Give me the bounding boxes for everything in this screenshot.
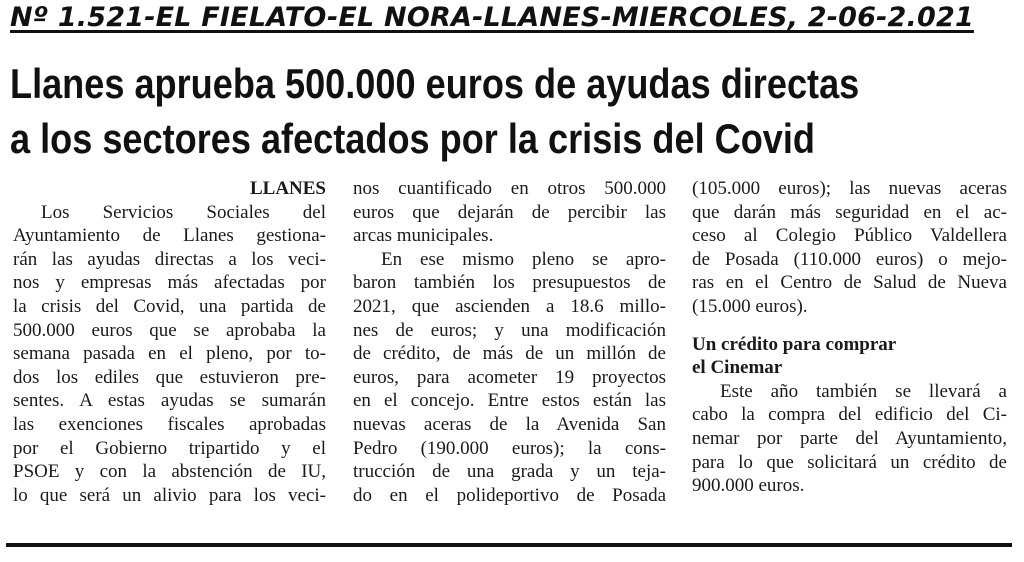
article-line: para lo que solicitará un crédito de <box>692 451 1007 473</box>
article-line: (15.000 euros). <box>692 295 808 317</box>
bottom-rule <box>6 543 1012 547</box>
article-column-3 <box>692 177 1007 498</box>
article-line: que darán más seguridad en el ac- <box>692 201 1007 223</box>
paragraph-gap <box>692 319 1007 333</box>
article-line: la crisis del Covid, una partida de <box>13 295 326 317</box>
article-line: nos y empresas más afectadas por <box>13 272 326 294</box>
article-line: euros que dejarán de percibir las <box>353 201 666 223</box>
article-line: Pedro (190.000 euros); la cons- <box>353 437 666 459</box>
article-line: nemar por parte del Ayuntamiento, <box>692 427 1007 449</box>
subheading: Un crédito para comprar <box>692 333 897 355</box>
article-column-1 <box>13 177 326 507</box>
article-line: ras en el Centro de Salud de Nueva <box>692 272 1007 294</box>
byline: LLANES <box>249 178 326 199</box>
article-line: PSOE y con la abstención de IU, <box>13 461 326 483</box>
article-line: de crédito, de más de un millón de <box>353 343 666 365</box>
headline-line-2: a los sectores afectados por la crisis del Covid <box>10 115 816 162</box>
article-line: Este año también se llevará a <box>720 380 1007 402</box>
article-line: de Posada (110.000 euros) o mejo- <box>692 248 1007 270</box>
article-line: por el Gobierno tripartido y el <box>13 437 326 459</box>
article-line: baron también los presupuestos de <box>353 272 666 294</box>
article-line: nuevas aceras de la Avenida San <box>353 413 666 435</box>
article-line: 900.000 euros. <box>692 475 805 497</box>
article-line: euros, para acometer 19 proyectos <box>353 366 666 388</box>
article-line: nes de euros; y una modificación <box>353 319 666 341</box>
article-line: sentes. A estas ayudas se sumarán <box>13 390 326 412</box>
article-line: en el concejo. Entre estos están las <box>353 390 666 412</box>
headline <box>10 56 874 166</box>
article-line: 500.000 euros que se aprobaba la <box>13 319 326 341</box>
article-line: Los Servicios Sociales del <box>41 201 326 223</box>
article-line: rán las ayudas directas a los veci- <box>13 248 326 270</box>
article-line: ceso al Colegio Público Valdellera <box>692 225 1007 247</box>
article-line: dos los ediles que estuvieron pre- <box>13 366 326 388</box>
article-line: las exenciones fiscales aprobadas <box>13 413 326 435</box>
article-line: Ayuntamiento de Llanes gestiona- <box>13 225 326 247</box>
publication-topline: Nº 1.521-EL FIELATO-EL NORA-LLANES-MIERCOLES, 2-06-2.021 <box>10 2 974 33</box>
article-line: do en el polideportivo de Posada <box>353 484 666 506</box>
article-line: cabo la compra del edificio del Ci- <box>692 404 1007 426</box>
article-line: (105.000 euros); las nuevas aceras <box>692 178 1007 199</box>
article-line: En ese mismo pleno se apro- <box>381 248 666 270</box>
article-column-2 <box>353 177 666 507</box>
article-line: nos cuantificado en otros 500.000 <box>353 178 666 199</box>
headline-line-1: Llanes aprueba 500.000 euros de ayudas directas <box>10 60 860 107</box>
subheading: el Cinemar <box>692 357 783 379</box>
article-line: lo que será un alivio para los veci- <box>13 484 326 506</box>
article-line: semana pasada en el pleno, por to- <box>13 343 326 365</box>
article-line: arcas municipales. <box>353 225 494 247</box>
article-line: trucción de una grada y un teja- <box>353 461 666 483</box>
article-line: 2021, que ascienden a 18.6 millo- <box>353 295 666 317</box>
